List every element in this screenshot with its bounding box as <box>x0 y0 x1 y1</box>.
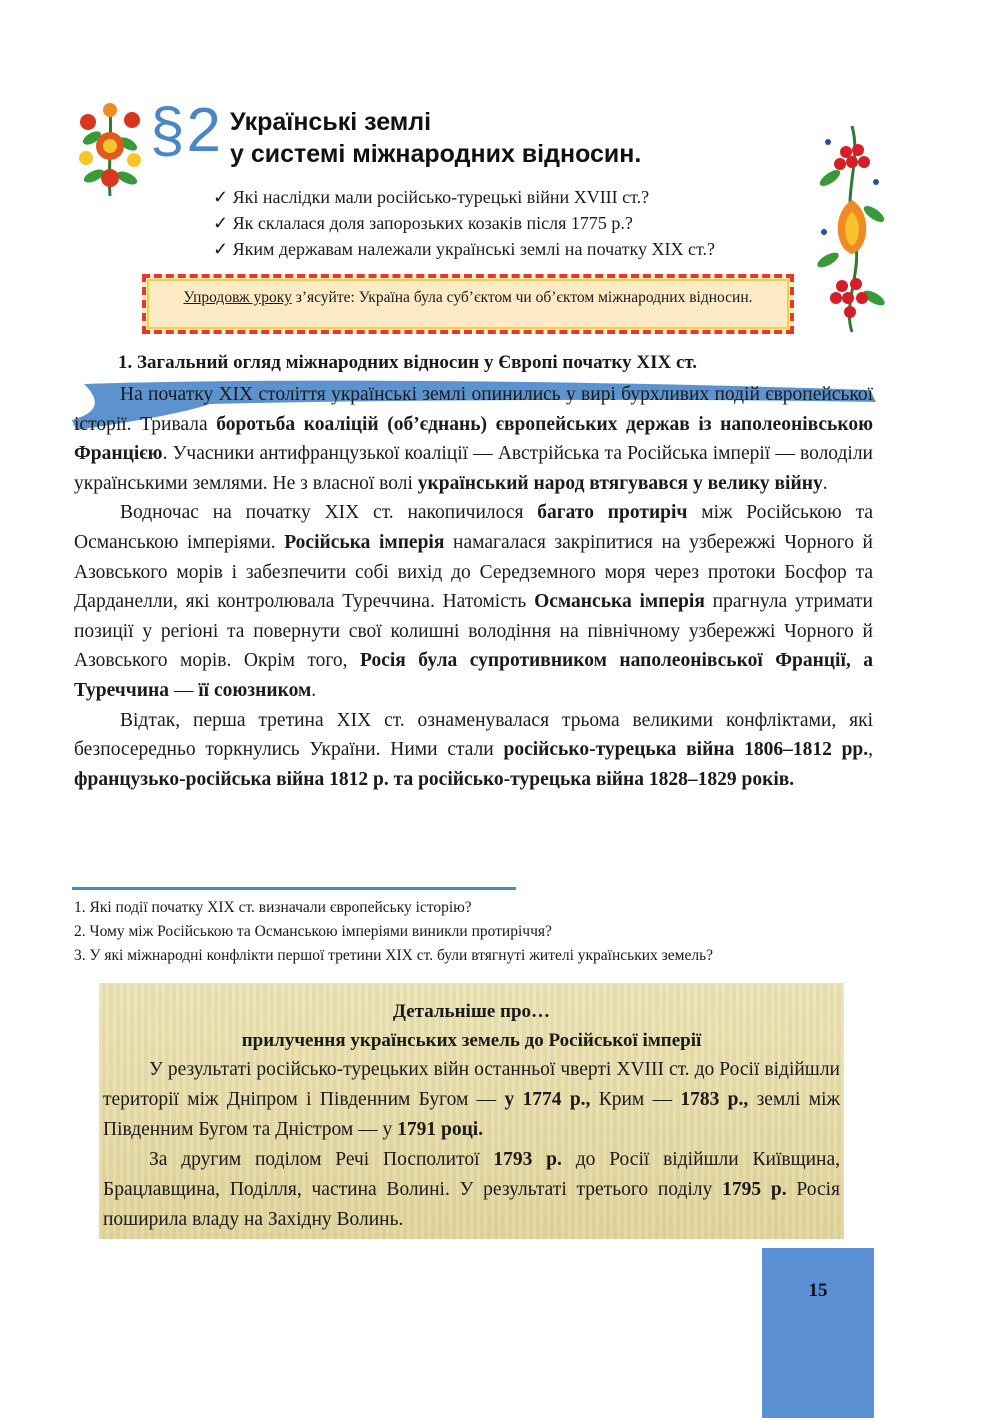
floral-ornament-left-icon <box>72 98 148 198</box>
review-question: 1. Які події початку XIX ст. визначали європейську історію? <box>74 899 472 916</box>
section-body <box>74 380 873 794</box>
paragraph: За другим поділом Речі Посполитої 1793 р. до Росії відійшли Київщина, Брацлавщина, Поділля, частина Волині. У результаті третього поділу 1795 р. Росія поширила владу на Західну Волинь. <box>103 1149 840 1230</box>
page-title <box>230 106 641 170</box>
lesson-question: ✓ Які наслідки мали російсько-турецькі війни XVIII ст.? <box>213 187 650 207</box>
detail-title: Детальніше про… прилучення українських земель до Російської імперії <box>241 1001 702 1051</box>
detail-body <box>103 1055 840 1235</box>
detail-box <box>99 983 844 1239</box>
lesson-question: ✓ Як склалася доля запорозьких козаків після 1775 р.? <box>213 213 633 233</box>
floral-ornament-right-icon <box>812 122 888 334</box>
lesson-task-box <box>142 274 794 334</box>
task-text: з’ясуйте: Україна була суб’єктом чи об’єктом міжнародних відносин. <box>291 289 753 306</box>
review-question: 3. У які міжнародні конфлікти першої третини XIX ст. були втягнуті жителі українських земель? <box>74 947 714 964</box>
lesson-questions <box>213 184 715 262</box>
review-questions <box>74 896 713 968</box>
divider <box>72 887 516 890</box>
paragraph: У результаті російсько-турецьких війн останньої чверті XVIII ст. до Росії відійшли території між Дніпром і Південним Бугом — у 1774 р., Крим — 1783 р., землі між Південним Бугом та Дністром — у 1791 році. <box>103 1059 840 1140</box>
section-number: §2 <box>150 96 223 165</box>
section-heading: 1. Загальний огляд міжнародних відносин у Європі початку XIX ст. <box>118 352 698 373</box>
paragraph: На початку XIX століття українські землі опинились у вирі бурхливих подій європейської історії. Тривала боротьба коаліцій (об’єднань) європейських держав із наполеонівською Францією. Учасники антифранцузької коаліції — Австрійська та Російська імперії — володіли українськими землями. Не з власної волі український народ втягувався у велику війну. <box>74 384 873 494</box>
title-line-1: Українські землі <box>230 108 432 136</box>
lesson-question: ✓ Яким державам належали українські землі на початку XIX ст.? <box>213 239 716 259</box>
page-number-tab <box>762 1248 874 1418</box>
title-line-2: у системі міжнародних відносин. <box>230 140 642 168</box>
task-label: Упродовж уроку <box>183 289 292 306</box>
page-number: 15 <box>808 1280 828 1301</box>
paragraph: Водночас на початку XIX ст. накопичилося багато протиріч між Російською та Османською імперіями. Російська імперія намагалася закріпитися на узбережжі Чорного й Азовського морів і забезпечити собі вихід до Середземного моря через протоки Босфор та Дарданелли, які контролювала Туреччина. Натомість Османська імперія прагнула утримати позиції у регіоні та повернути свої колишні володіння на північному узбережжі Чорного й Азовського морів. Окрім того, Росія була супротивником наполеонівської Франції, а Туреччина — її союзником. <box>74 502 873 701</box>
review-question: 2. Чому між Російською та Османською імперіями виникли протиріччя? <box>74 923 552 940</box>
paragraph: Відтак, перша третина XIX ст. ознаменувалася трьома великими конфліктами, які безпосередньо торкнулись України. Ними стали російсько-турецька війна 1806–1812 рр., французько-російська війна 1812 р. та російсько-турецька війна 1828–1829 років. <box>74 709 874 790</box>
